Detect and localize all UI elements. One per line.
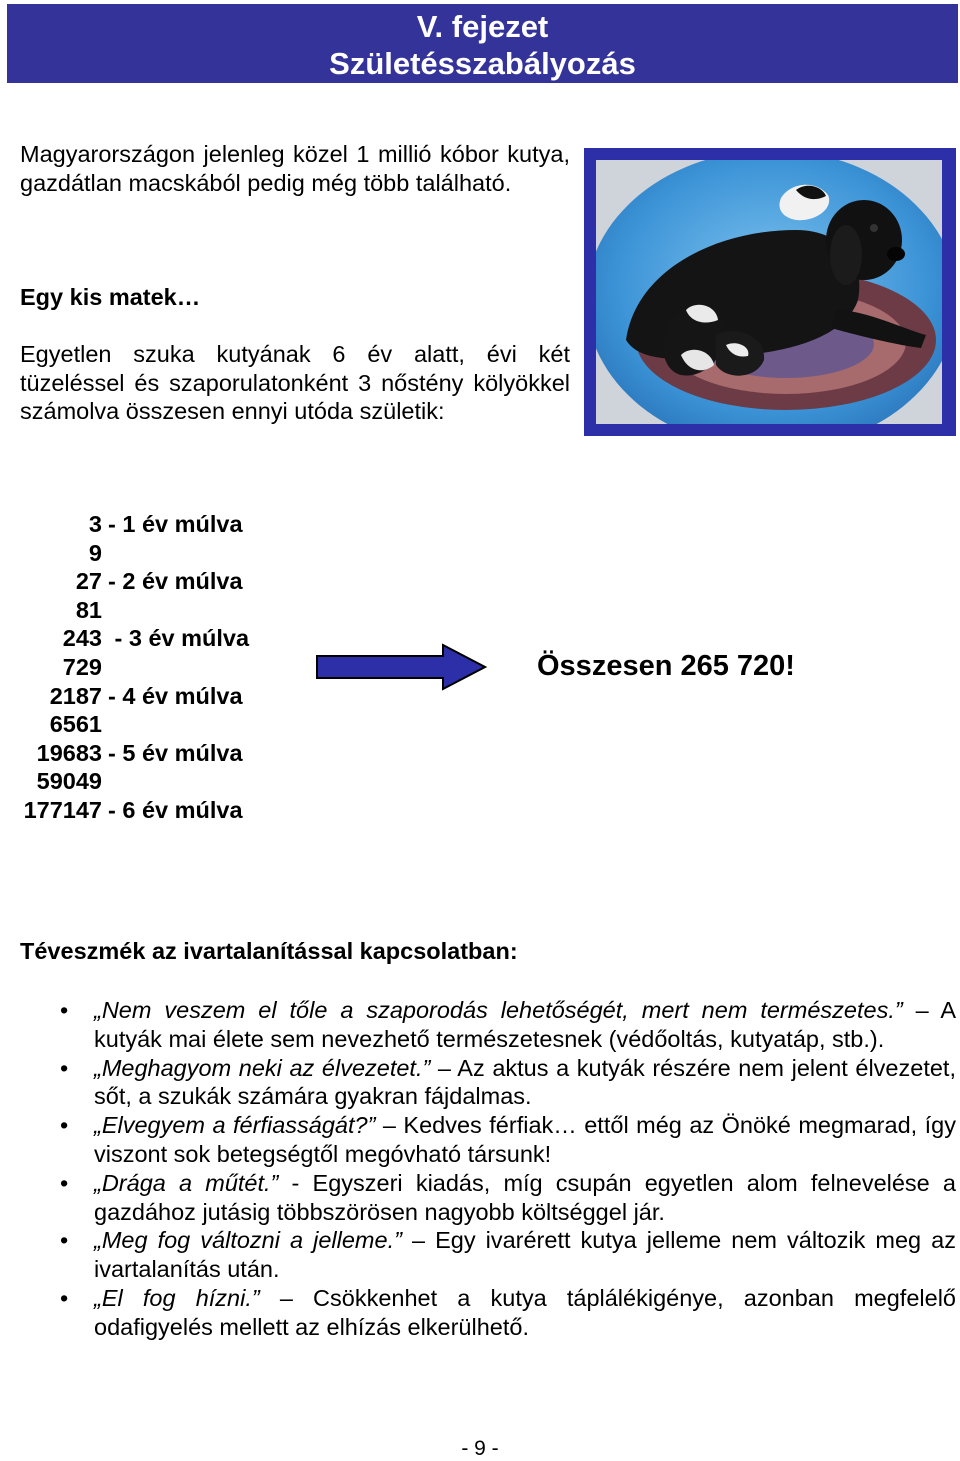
series-value: 81 <box>75 596 102 623</box>
series-value: 19683 <box>36 739 102 766</box>
bullet-icon: • <box>60 997 69 1023</box>
series-row <box>20 596 249 625</box>
bullet-icon: • <box>60 1284 69 1311</box>
series-value: 2187 <box>49 682 102 709</box>
offspring-series <box>20 510 249 825</box>
math-heading: Egy kis matek… <box>20 284 201 310</box>
series-row <box>20 710 249 739</box>
series-value: 177147 <box>23 796 102 823</box>
misconception-quote: „El fog hízni.” <box>94 1284 260 1311</box>
misconception-quote: „Elvegyem a férfiasságát?” <box>94 1112 376 1139</box>
series-label: - 3 év múlva <box>108 625 250 652</box>
series-row <box>20 739 249 768</box>
series-label: - 6 év múlva <box>108 796 243 823</box>
total-offspring: Összesen 265 720! <box>537 650 795 682</box>
bullet-icon: • <box>60 1112 69 1139</box>
bullet-icon: • <box>60 1227 69 1254</box>
series-value: 59049 <box>36 768 102 795</box>
dog-photo-illustration <box>596 160 942 424</box>
chapter-title: Születésszabályozás <box>329 46 636 81</box>
series-label: - 4 év múlva <box>108 682 243 709</box>
series-row <box>20 767 249 796</box>
series-row <box>20 539 249 568</box>
math-paragraph: Egyetlen szuka kutyának 6 év alatt, évi két tüzeléssel és szaporulatonként 3 nőstény kölyökkel számolva összesen ennyi utóda születik: <box>20 341 570 425</box>
list-item <box>20 1054 956 1112</box>
series-value: 6561 <box>49 711 102 738</box>
series-value: 729 <box>62 653 102 680</box>
list-item <box>20 1226 956 1284</box>
misconceptions-list <box>20 996 956 1342</box>
series-row <box>20 653 249 682</box>
list-item <box>20 996 956 1054</box>
list-item <box>20 1284 956 1342</box>
page-number: - 9 - <box>461 1437 499 1460</box>
series-label: - 1 év múlva <box>108 511 243 537</box>
misconception-quote: „Nem veszem el tőle a szaporodás lehetőségét, mert nem természetes.” <box>94 997 903 1023</box>
misconception-answer: – Egy ivarérett kutya jelleme nem változik meg az ivartalanítás után. <box>94 1227 956 1283</box>
misconceptions-heading: Téveszmék az ivartalanítással kapcsolatban: <box>20 938 518 964</box>
list-item <box>20 1169 956 1227</box>
misconception-answer: – Kedves férfiak… ettől még az Önöké megmarad, így viszont sok betegségtől megóvható társunk! <box>94 1112 956 1167</box>
series-row <box>20 624 249 653</box>
right-arrow-icon <box>315 643 487 691</box>
series-label: - 5 év múlva <box>108 739 243 766</box>
misconception-quote: „Drága a műtét.” <box>94 1169 279 1196</box>
series-row <box>20 682 249 711</box>
series-label: - 2 év múlva <box>108 568 243 595</box>
series-value: 243 <box>62 625 102 652</box>
dog-with-puppies-photo <box>584 148 956 436</box>
misconception-quote: „Meg fog változni a jelleme.” <box>94 1227 402 1254</box>
misconception-answer: - Egyszeri kiadás, míg csupán egyetlen alom felnevelése a gazdához jutásig többszörösen nagyobb költséggel jár. <box>94 1169 956 1225</box>
bullet-icon: • <box>60 1169 69 1196</box>
bullet-icon: • <box>60 1054 69 1081</box>
series-row <box>20 567 249 596</box>
series-value: 3 <box>88 511 102 537</box>
series-value: 9 <box>88 539 102 566</box>
misconception-answer: – Az aktus a kutyák részére nem jelent élvezetet, sőt, a szukák számára gyakran fájdalmas. <box>94 1054 956 1110</box>
chapter-number: V. fejezet <box>416 9 549 44</box>
chapter-banner <box>7 4 958 83</box>
series-row <box>20 796 249 825</box>
misconception-answer: – A kutyák mai élete sem nevezhető természetesnek (védőoltás, kutyatáp, stb.). <box>94 997 956 1052</box>
intro-paragraph: Magyarországon jelenleg közel 1 millió kóbor kutya, gazdátlan macskából pedig még több található. <box>20 141 570 196</box>
list-item <box>20 1111 956 1169</box>
series-row <box>20 510 249 539</box>
series-value: 27 <box>75 568 102 595</box>
misconception-answer: – Csökkenhet a kutya táplálékigénye, azonban megfelelő odafigyelés mellett az elhízás elkerülhető. <box>94 1284 956 1340</box>
misconception-quote: „Meghagyom neki az élvezetet.” <box>94 1054 431 1081</box>
